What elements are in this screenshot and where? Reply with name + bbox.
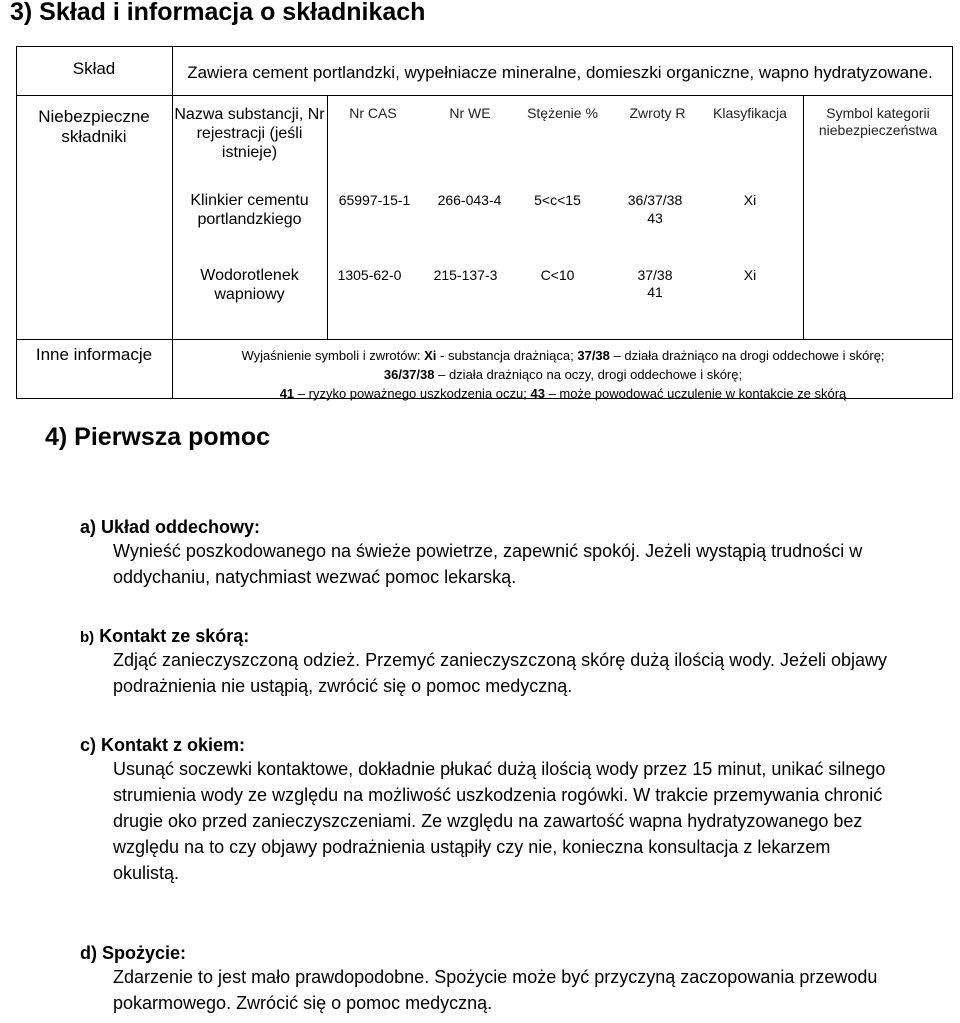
header-symbol: Symbol kategorii niebezpieczeństwa: [818, 105, 938, 138]
inne-label: Inne informacje: [35, 345, 153, 364]
row-stezenie: 5<c<15: [534, 192, 581, 208]
row-cas: 1305-62-0: [337, 267, 402, 283]
first-aid-d: d) Spożycie: Zdarzenie to jest mało prawdopodobne. Spożycie może być przyczyną zaczopowania przewodu pokarmowego. Zwrócić się o pomoc medyczną.: [80, 943, 880, 1016]
row-zwroty-1: 36/37/38: [627, 192, 683, 208]
row-klasyfikacja: Xi: [743, 192, 757, 208]
section-4-heading: 4) Pierwsza pomoc: [45, 423, 271, 451]
row-cas: 65997-15-1: [338, 192, 411, 208]
first-aid-a-text: Wynieść poszkodowanego na świeże powietrze, zapewnić spokój. Jeżeli wystąpią trudności w oddychaniu, natychmiast wezwać pomoc lekarską.: [113, 541, 863, 587]
row-name: Wodorotlenek wapniowy: [200, 267, 299, 304]
first-aid-b-text: Zdjąć zanieczyszczoną odzież. Przemyć zanieczyszczoną skórę dużą ilością wody. Jeżeli objawy podrażnienia nie ustąpią, zwrócić się o pomoc medyczną.: [113, 650, 887, 696]
first-aid-a: a) Układ oddechowy: Wynieść poszkodowanego na świeże powietrze, zapewnić spokój. Jeżeli wystąpią trudności w oddychaniu, natychmiast wezwać pomoc lekarską.: [80, 517, 880, 590]
niebezpieczne-label: Niebezpieczne składniki: [38, 107, 150, 147]
row-zwroty-2: 41: [647, 284, 663, 300]
sklad-label: Skład: [72, 59, 116, 78]
row-zwroty-1: 37/38: [637, 267, 673, 283]
row-we: 215-137-3: [433, 267, 498, 283]
row-zwroty-2: 43: [647, 210, 663, 226]
row-klasyfikacja: Xi: [743, 267, 757, 283]
row-stezenie: C<10: [540, 267, 575, 283]
inne-text: Wyjaśnienie symboli i zwrotów: Xi - substancja drażniąca; 37/38 – działa drażniąco na drogi oddechowe i skórę; 36/37/38 – działa drażniąco na oczy, drogi oddechowe i skórę; 41 – ryzyko poważnego uszkodzenia oczu; 43 – może powodować uczulenie w kontakcie ze skórą: [241, 348, 885, 401]
first-aid-c-text: Usunąć soczewki kontaktowe, dokładnie płukać dużą ilością wody przez 15 minut, unikać silnego strumienia wody ze względu na możliwość uszkodzenia rogówki. W trakcie przemywania chronić drugie oko przed zanieczyszczeniami. Ze względu na zawartość wapna hydratyzowanego bez względu na to czy objawy podrażnienia ustąpiły czy nie, konieczna konsultacja z lekarzem okulistą.: [113, 759, 886, 883]
section-3-heading: 3) Skład i informacja o składnikach: [10, 0, 426, 26]
row-we: 266-043-4: [437, 192, 502, 208]
header-we: Nr WE: [449, 105, 491, 121]
first-aid-b: b) Kontakt ze skórą: Zdjąć zanieczyszczoną odzież. Przemyć zanieczyszczoną skórę dużą ilością wody. Jeżeli objawy podrażnienia nie ustąpią, zwrócić się o pomoc medyczną.: [80, 626, 910, 699]
first-aid-c: c) Kontakt z okiem: Usunąć soczewki kontaktowe, dokładnie płukać dużą ilością wody przez 15 minut, unikać silnego strumienia wody ze względu na możliwość uszkodzenia rogówki. W trakcie przemywania chronić drugie oko przed zanieczyszczeniami. Ze względu na zawartość wapna hydratyzowanego bez względu na to czy objawy podrażnienia ustąpiły czy nie, konieczna konsultacja z lekarzem okulistą.: [80, 735, 900, 886]
header-zwroty: Zwroty R: [629, 105, 686, 121]
header-cas: Nr CAS: [349, 105, 397, 121]
header-klasyfikacja: Klasyfikacja: [713, 105, 787, 121]
header-stezenie: Stężenie %: [527, 105, 598, 121]
sklad-value: Zawiera cement portlandzki, wypełniacze mineralne, domieszki organiczne, wapno hydratyzowane.: [187, 63, 933, 82]
row-name: Klinkier cementu portlandzkiego: [190, 192, 309, 229]
first-aid-d-text: Zdarzenie to jest mało prawdopodobne. Spożycie może być przyczyną zaczopowania przewodu pokarmowego. Zwrócić się o pomoc medyczną.: [113, 967, 878, 1013]
header-name: Nazwa substancji, Nr rejestracji (jeśli istnieje): [174, 106, 325, 162]
